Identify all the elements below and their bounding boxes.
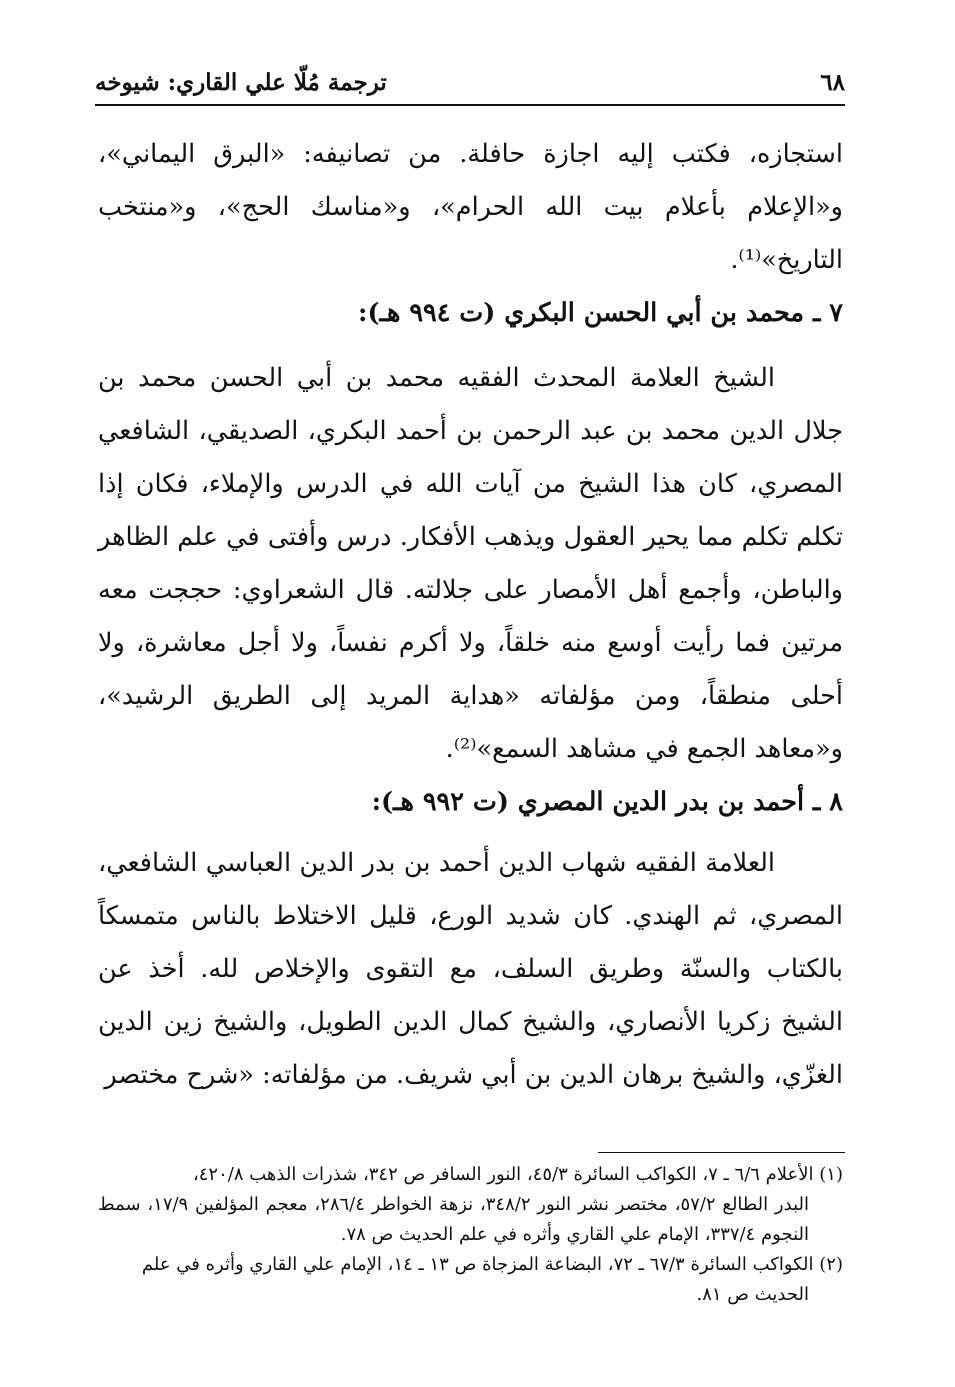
footnote-2: (٢) الكواكب السائرة ٦٧/٣ ـ ٧٢، البضاعة المزجاة ص ١٣ ـ ١٤، الإمام علي القاري وأثره في علم (141, 1254, 843, 1275)
section-8-paragraph: العلامة الفقيه شهاب الدين أحمد بن بدر الدين العباسي الشافعي، المصري، ثم الهندي. كان شديد الورع، قليل الاختلاط بالناس متمسكاً بالكتاب والسنّة وطريق السلف، مع التقوى والإخلاص لله. أخذ عن الشيخ زكريا الأنصاري، والشيخ كمال الدين الطويل، والشيخ زين الدين الغزّي، والشيخ برهان الدين بن أبي شريف. من مؤلفاته: «شرح مختصر (98, 848, 843, 1090)
header-rule (95, 104, 845, 106)
footnotes (98, 1160, 843, 1310)
main-text (98, 128, 843, 1102)
section-7-heading: ٧ ـ محمد بن أبي الحسن البكري (ت ٩٩٤ هـ): (358, 298, 843, 328)
section-8-heading: ٨ ـ أحمد بن بدر الدين المصري (ت ٩٩٢ هـ): (371, 787, 843, 817)
footnote-2-continuation: الحديث ص ٨١. (696, 1284, 809, 1305)
footnote-1: (١) الأعلام ٦/٦ ـ ٧، الكواكب السائرة ٤٥/٣، النور السافر ص ٣٤٢، شذرات الذهب ٤٢٠/٨، (192, 1164, 843, 1185)
running-title: ترجمة مُلّا علي القاري: شيوخه (95, 68, 387, 96)
footnote-separator (598, 1152, 845, 1153)
intro-paragraph: استجازه، فكتب إليه اجازة حافلة. من تصانيفه: «البرق اليماني»، و«الإعلام بأعلام بيت الله الحرام»، و«مناسك الحج»، و«منتخب التاريخ»⁽¹⁾. (98, 139, 843, 275)
running-header (95, 62, 845, 102)
footnote-1-continuation: البدر الطالع ٥٧/٢، مختصر نشر النور ٣٤٨/٢، نزهة الخواطر ٢٨٦/٤، معجم المؤلفين ١٧/٩، سمط النجوم ٣٣٧/٤، الإمام علي القاري وأثره في علم الحديث ص ٧٨. (98, 1194, 809, 1245)
section-7-paragraph: الشيخ العلامة المحدث الفقيه محمد بن أبي الحسن محمد بن جلال الدين محمد بن عبد الرحمن بن أحمد البكري، الصديقي، الشافعي المصري، كان هذا الشيخ من آيات الله في الدرس والإملاء، فكان إذا تكلم تكلم مما يحير العقول ويذهب الأفكار. درس وأفتى في علم الظاهر والباطن، وأجمع أهل الأمصار على جلالته. قال الشعراوي: حججت معه مرتين فما رأيت أوسع منه خلقاً، ولا أكرم نفساً، ولا أجل معاشرة، ولا أحلى منطقاً، ومن مؤلفاته «هداية المريد إلى الطريق الرشيد»، و«معاهد الجمع في مشاهد السمع»⁽²⁾. (98, 363, 843, 764)
page-number: ٦٨ (820, 68, 845, 96)
